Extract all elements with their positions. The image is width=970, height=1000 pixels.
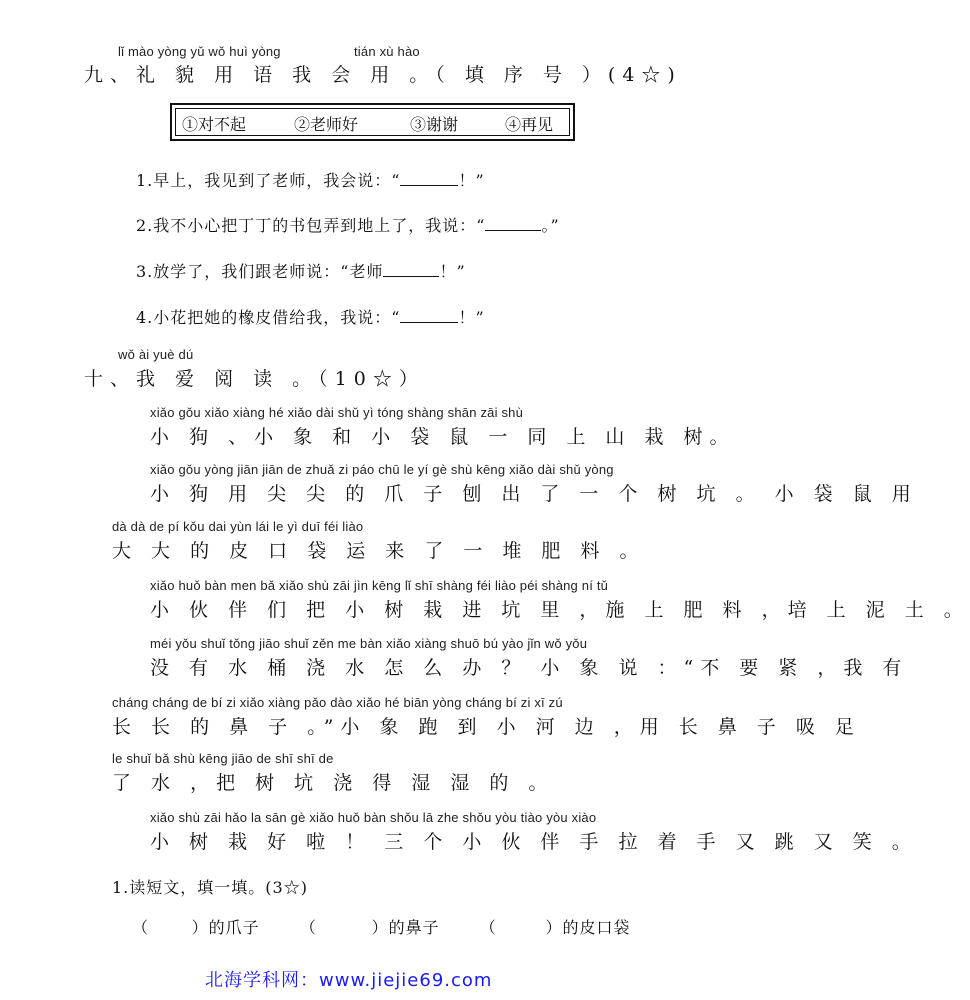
fill-blank-2[interactable]: （ ） (299, 918, 389, 937)
sec10-title: 十、我 爱 阅 读 。（10☆） (84, 368, 425, 390)
sec10-pinyin: wǒ ài yuè dú (118, 347, 194, 362)
passage-6-text: 长 长 的 鼻 子 。”小 象 跑 到 小 河 边 ，用 长 鼻 子 吸 足 (112, 716, 861, 738)
sec9-title: 九、礼 貌 用 语 我 会 用 。（ 填 序 号 ）(4☆) (84, 64, 682, 86)
passage-6-pinyin: cháng cháng de bí zi xiǎo xiàng pǎo dào xiǎo hé biān yòng cháng bí zi xī zú (112, 695, 563, 710)
question-4-text: 4.小花把她的橡皮借给我，我说：“ (136, 308, 401, 327)
question-2-blank[interactable] (485, 215, 541, 231)
option-2: ②老师好 (294, 115, 359, 134)
question-4-end: ！” (458, 308, 485, 327)
passage-8-pinyin: xiǎo shù zāi hǎo la sān gè xiǎo huǒ bàn shǒu lā zhe shǒu yòu tiào yòu xiào (150, 810, 597, 825)
fill-label-2: 的鼻子 (388, 918, 440, 937)
question-3-blank[interactable] (383, 261, 439, 277)
question-3-end: ！” (439, 262, 466, 281)
question-2-text: 2.我不小心把丁丁的书包弄到地上了，我说：“ (136, 216, 486, 235)
passage-4-text: 小 伙 伴 们 把 小 树 栽 进 坑 里 ，施 上 肥 料 ，培 上 泥 土 。 (150, 599, 970, 621)
passage-2-text: 小 狗 用 尖 尖 的 爪 子 刨 出 了 一 个 树 坑 。 小 袋 鼠 用 (150, 483, 918, 505)
option-3: ③谢谢 (410, 115, 459, 134)
sec9-pinyin-a: lǐ mào yòng yǔ wǒ huì yòng (118, 44, 281, 59)
option-1: ①对不起 (182, 115, 247, 134)
options-box (170, 103, 575, 141)
fill-label-3: 的皮口袋 (562, 918, 631, 937)
passage-5-text: 没 有 水 桶 浇 水 怎 么 办 ？ 小 象 说 ：“不 要 紧 ，我 有 (150, 657, 909, 679)
question-3 (136, 259, 466, 282)
question-2 (136, 213, 560, 236)
question-1-end: ！” (458, 171, 485, 190)
question-4 (136, 305, 485, 328)
fill-row (132, 915, 631, 938)
passage-8-text: 小 树 栽 好 啦 ！ 三 个 小 伙 伴 手 拉 着 手 又 跳 又 笑 。 (150, 831, 918, 853)
question-4-blank[interactable] (400, 307, 458, 323)
passage-3-text: 大 大 的 皮 口 袋 运 来 了 一 堆 肥 料 。 (112, 540, 646, 562)
question-3-text: 3.放学了，我们跟老师说：“老师 (136, 262, 384, 281)
task-1-title: 1.读短文，填一填。(3☆) (112, 878, 308, 897)
option-4: ④再见 (505, 115, 554, 134)
question-1-blank[interactable] (400, 170, 458, 186)
passage-7-pinyin: le shuǐ bǎ shù kēng jiāo de shī shī de (112, 751, 334, 766)
passage-1-pinyin: xiǎo gǒu xiǎo xiàng hé xiǎo dài shǔ yì tóng shàng shān zāi shù (150, 405, 524, 420)
question-1-text: 1.早上，我见到了老师，我会说：“ (136, 171, 401, 190)
fill-label-1: 的爪子 (208, 918, 260, 937)
fill-blank-1[interactable]: （ ） (132, 918, 209, 937)
passage-4-pinyin: xiǎo huǒ bàn men bǎ xiǎo shù zāi jìn kēng lǐ shī shàng féi liào péi shàng ní tǔ (150, 578, 609, 593)
sec9-pinyin-b: tián xù hào (354, 44, 420, 59)
fill-blank-3[interactable]: （ ） (479, 918, 563, 937)
passage-3-pinyin: dà dà de pí kǒu dai yùn lái le yì duī féi liào (112, 519, 364, 534)
footer-watermark: 北海学科网：www.jiejie69.com (205, 970, 493, 991)
passage-1-text: 小 狗 、小 象 和 小 袋 鼠 一 同 上 山 栽 树。 (150, 426, 736, 448)
question-1 (136, 168, 485, 191)
passage-7-text: 了 水 ，把 树 坑 浇 得 湿 湿 的 。 (112, 772, 555, 794)
passage-2-pinyin: xiǎo gǒu yòng jiān jiān de zhuǎ zi páo chū le yí gè shù kēng xiǎo dài shǔ yòng (150, 462, 614, 477)
passage-5-pinyin: méi yǒu shuǐ tǒng jiāo shuǐ zěn me bàn xiǎo xiàng shuō bú yào jǐn wǒ yǒu (150, 636, 588, 651)
question-2-end: 。” (541, 216, 560, 235)
